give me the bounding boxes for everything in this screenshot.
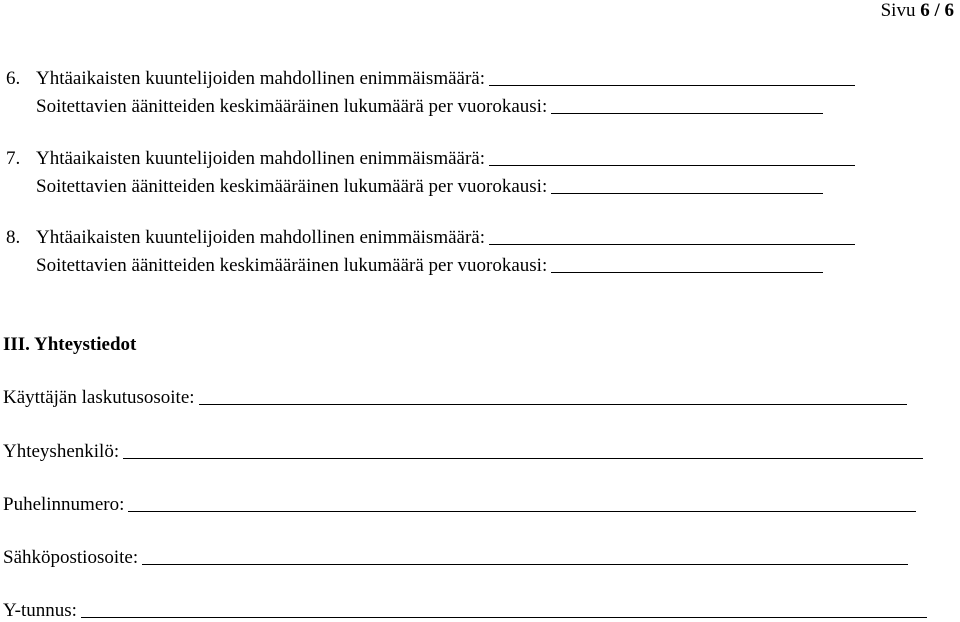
email-field[interactable] xyxy=(142,546,908,565)
business-id-row xyxy=(3,598,927,622)
billing-address-row xyxy=(3,385,907,409)
business-id-field[interactable] xyxy=(81,599,927,618)
question-6-line1 xyxy=(6,66,855,90)
contact-person-row xyxy=(3,439,923,463)
answer-field-avg-recordings[interactable] xyxy=(551,95,823,114)
question-8-line1 xyxy=(6,225,855,249)
question-number: 8. xyxy=(6,227,21,248)
email-row xyxy=(3,545,908,569)
question-label: Soitettavien äänitteiden keskimääräinen lukumäärä per vuorokausi: xyxy=(36,255,548,276)
page-total: 6 xyxy=(944,0,954,21)
answer-field-max-listeners[interactable] xyxy=(489,67,855,86)
question-8-line2 xyxy=(6,253,823,277)
question-label: Yhtäaikaisten kuuntelijoiden mahdollinen enimmäismäärä: xyxy=(36,68,486,89)
billing-address-field[interactable] xyxy=(199,386,907,405)
contact-person-field[interactable] xyxy=(123,440,923,459)
page-separator: / xyxy=(934,0,940,21)
page-current: 6 xyxy=(920,0,930,21)
contact-person-label: Yhteyshenkilö: xyxy=(3,441,120,462)
phone-field[interactable] xyxy=(128,493,916,512)
phone-row xyxy=(3,492,916,516)
section-title: III. Yhteystiedot xyxy=(3,334,137,355)
section-heading xyxy=(3,332,136,356)
question-label: Yhtäaikaisten kuuntelijoiden mahdollinen enimmäismäärä: xyxy=(36,148,486,169)
email-label: Sähköpostiosoite: xyxy=(3,547,139,568)
answer-field-avg-recordings[interactable] xyxy=(551,254,823,273)
billing-address-label: Käyttäjän laskutusosoite: xyxy=(3,387,195,408)
answer-field-max-listeners[interactable] xyxy=(489,147,855,166)
page-number xyxy=(881,0,954,22)
question-label: Soitettavien äänitteiden keskimääräinen lukumäärä per vuorokausi: xyxy=(36,96,548,117)
question-number: 6. xyxy=(6,68,21,89)
page-prefix: Sivu xyxy=(880,0,916,21)
question-6-line2 xyxy=(6,94,823,118)
answer-field-avg-recordings[interactable] xyxy=(551,175,823,194)
phone-label: Puhelinnumero: xyxy=(3,494,125,515)
question-7-line2 xyxy=(6,174,823,198)
question-label: Soitettavien äänitteiden keskimääräinen lukumäärä per vuorokausi: xyxy=(36,176,548,197)
answer-field-max-listeners[interactable] xyxy=(489,226,855,245)
question-7-line1 xyxy=(6,146,855,170)
question-number: 7. xyxy=(6,148,21,169)
question-label: Yhtäaikaisten kuuntelijoiden mahdollinen enimmäismäärä: xyxy=(36,227,486,248)
business-id-label: Y-tunnus: xyxy=(3,600,77,621)
